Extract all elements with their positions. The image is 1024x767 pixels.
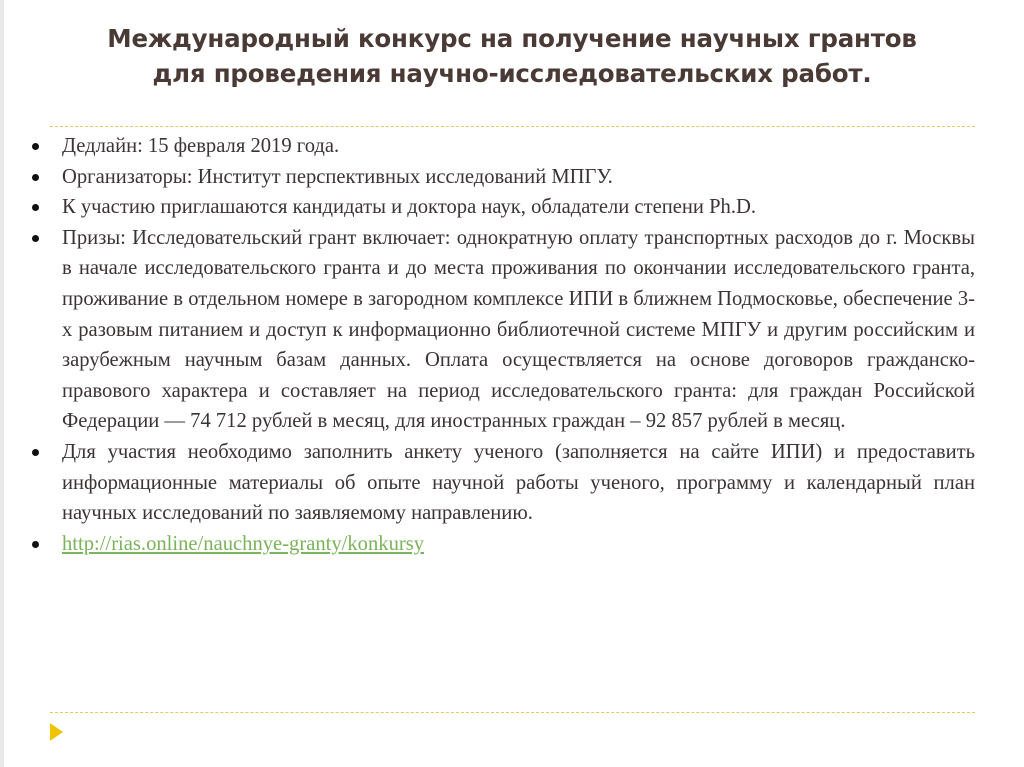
- bottom-divider: [50, 712, 975, 713]
- bullet-text: Дедлайн: 15 февраля 2019 года.: [62, 135, 340, 157]
- title-line-2: для проведения научно-исследовательских работ.: [152, 59, 872, 88]
- bullet-dot-icon: [32, 449, 39, 456]
- bullet-text: Призы: Исследовательский грант включает: однократную оплату транспортных расходов до г. Москвы в начале исследовательского гранта и до места проживания по окончании исследовательского гранта, проживание в отдельном номере в загородном комплексе ИПИ в ближнем Подмосковье, обеспечение 3-х разовым питанием и доступ к информационно библиотечной системе МПГУ и другим российским и зарубежным научным базам данных. Оплата осуществляется на основе договоров гражданско-правового характера и составляет на период исследовательского гранта: для граждан Российской Федерации — 74 712 рублей в месяц, для иностранных граждан – 92 857 рублей в месяц.: [62, 226, 975, 433]
- bullet-dot-icon: [32, 204, 39, 211]
- bullet-text: Для участия необходимо заполнить анкету ученого (заполняется на сайте ИПИ) и предоставить информационные материалы об опыте научной работы ученого, программу и календарный план научных исследований по заявляемому направлению.: [62, 440, 975, 525]
- bullet-dot-icon: [32, 143, 39, 150]
- bullet-text: Организаторы: Институт перспективных исследований МПГУ.: [62, 165, 613, 188]
- bullet-dot-icon: [32, 541, 39, 548]
- bullet-item-link: [30, 529, 975, 560]
- bullet-item-how-to-apply: [30, 437, 975, 529]
- bullet-list: [30, 131, 975, 559]
- slide-title: [60, 21, 964, 91]
- bullet-text: К участию приглашаются кандидаты и доктора наук, обладатели степени Ph.D.: [62, 196, 756, 219]
- contest-link[interactable]: http://rias.online/nauchnye-granty/konkursy: [62, 532, 425, 555]
- title-line-1: Международный конкурс на получение научных грантов: [107, 24, 917, 53]
- arrow-right-icon[interactable]: [50, 723, 63, 741]
- bullet-item-prizes: [30, 223, 975, 437]
- bullet-item-participants: [30, 192, 975, 223]
- left-border: [0, 0, 4, 767]
- bullet-dot-icon: [32, 235, 39, 242]
- top-divider: [50, 126, 975, 127]
- bullet-dot-icon: [32, 174, 39, 181]
- bullet-item-organizers: [30, 162, 975, 193]
- bullet-item-deadline: [30, 131, 975, 162]
